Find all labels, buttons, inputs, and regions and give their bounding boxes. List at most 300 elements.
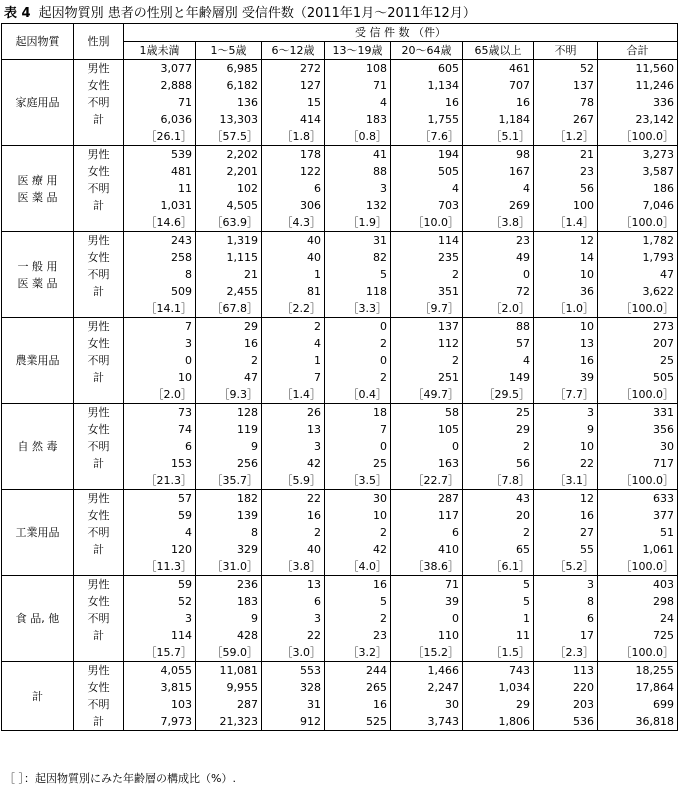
value-cell: 220: [534, 679, 598, 696]
value-cell: ［100.0］: [598, 472, 678, 490]
value-cell: 72: [463, 283, 534, 300]
value-cell: 108: [325, 60, 391, 78]
value-cell: ［31.0］: [196, 558, 262, 576]
table-row: [2, 335, 678, 352]
table-row: [2, 300, 678, 318]
source-label: 医 療 用 医 薬 品: [2, 146, 74, 232]
value-cell: 2: [463, 438, 534, 455]
value-cell: 2: [391, 266, 463, 283]
value-cell: 113: [534, 662, 598, 680]
value-cell: 2: [262, 318, 325, 336]
table-row: [2, 77, 678, 94]
sex-label: 男性: [74, 60, 124, 78]
value-cell: 269: [463, 197, 534, 214]
value-cell: 912: [262, 713, 325, 731]
sex-label: 男性: [74, 318, 124, 336]
value-cell: 0: [391, 610, 463, 627]
value-cell: 71: [124, 94, 196, 111]
value-cell: 167: [463, 163, 534, 180]
table-row: [2, 283, 678, 300]
value-cell: 539: [124, 146, 196, 164]
value-cell: 40: [262, 541, 325, 558]
sex-label: 計: [74, 541, 124, 558]
sex-label: [74, 300, 124, 318]
value-cell: 29: [463, 696, 534, 713]
value-cell: 0: [463, 266, 534, 283]
sex-label: 計: [74, 283, 124, 300]
value-cell: 536: [534, 713, 598, 731]
value-cell: 183: [325, 111, 391, 128]
value-cell: 6,036: [124, 111, 196, 128]
table-row: [2, 180, 678, 197]
table-row: [2, 576, 678, 594]
value-cell: 13: [262, 421, 325, 438]
value-cell: 699: [598, 696, 678, 713]
value-cell: ［49.7］: [391, 386, 463, 404]
value-cell: 2: [463, 524, 534, 541]
sex-label: 不明: [74, 524, 124, 541]
value-cell: ［6.1］: [463, 558, 534, 576]
value-cell: 236: [196, 576, 262, 594]
value-cell: ［1.9］: [325, 214, 391, 232]
sex-label: 女性: [74, 679, 124, 696]
value-cell: 36: [534, 283, 598, 300]
value-cell: 3: [124, 610, 196, 627]
column-header: 1歳未満: [124, 42, 196, 60]
value-cell: ［5.9］: [262, 472, 325, 490]
value-cell: 251: [391, 369, 463, 386]
table-row: [2, 318, 678, 336]
value-cell: 17,864: [598, 679, 678, 696]
value-cell: 4: [463, 352, 534, 369]
value-cell: 42: [325, 541, 391, 558]
value-cell: 0: [124, 352, 196, 369]
table-row: [2, 679, 678, 696]
value-cell: 56: [463, 455, 534, 472]
value-cell: 52: [124, 593, 196, 610]
value-cell: 2,202: [196, 146, 262, 164]
value-cell: 13: [534, 335, 598, 352]
table-row: [2, 249, 678, 266]
header-group: 受 信 件 数 （件）: [124, 24, 678, 42]
sex-label: 男性: [74, 232, 124, 250]
value-cell: 43: [463, 490, 534, 508]
value-cell: 39: [391, 593, 463, 610]
value-cell: 29: [463, 421, 534, 438]
source-label: 家庭用品: [2, 60, 74, 146]
value-cell: 112: [391, 335, 463, 352]
source-label: 計: [2, 662, 74, 731]
sex-label: [74, 128, 124, 146]
value-cell: 120: [124, 541, 196, 558]
value-cell: 183: [196, 593, 262, 610]
table-row: [2, 60, 678, 78]
sex-label: 不明: [74, 266, 124, 283]
value-cell: 235: [391, 249, 463, 266]
value-cell: 428: [196, 627, 262, 644]
value-cell: 4,055: [124, 662, 196, 680]
table-row: [2, 558, 678, 576]
value-cell: 98: [463, 146, 534, 164]
table-row: [2, 111, 678, 128]
value-cell: 707: [463, 77, 534, 94]
value-cell: ［4.0］: [325, 558, 391, 576]
value-cell: 256: [196, 455, 262, 472]
value-cell: 525: [325, 713, 391, 731]
value-cell: 4: [262, 335, 325, 352]
value-cell: 0: [391, 438, 463, 455]
value-cell: ［0.8］: [325, 128, 391, 146]
value-cell: 74: [124, 421, 196, 438]
table-row: [2, 421, 678, 438]
value-cell: 5: [463, 593, 534, 610]
value-cell: ［0.4］: [325, 386, 391, 404]
value-cell: 4,505: [196, 197, 262, 214]
sex-label: 男性: [74, 490, 124, 508]
value-cell: 47: [598, 266, 678, 283]
sex-label: 不明: [74, 438, 124, 455]
value-cell: 1,793: [598, 249, 678, 266]
value-cell: 243: [124, 232, 196, 250]
sex-label: 男性: [74, 146, 124, 164]
value-cell: 1,184: [463, 111, 534, 128]
value-cell: ［9.7］: [391, 300, 463, 318]
value-cell: 287: [196, 696, 262, 713]
value-cell: ［2.0］: [124, 386, 196, 404]
value-cell: 1,319: [196, 232, 262, 250]
value-cell: 23: [325, 627, 391, 644]
value-cell: 4: [391, 180, 463, 197]
value-cell: 509: [124, 283, 196, 300]
sex-label: 女性: [74, 77, 124, 94]
value-cell: ［4.3］: [262, 214, 325, 232]
value-cell: ［15.2］: [391, 644, 463, 662]
value-cell: 13: [262, 576, 325, 594]
source-label: 食 品, 他: [2, 576, 74, 662]
value-cell: ［5.2］: [534, 558, 598, 576]
table-row: [2, 455, 678, 472]
value-cell: 203: [534, 696, 598, 713]
value-cell: 298: [598, 593, 678, 610]
sex-label: 男性: [74, 576, 124, 594]
value-cell: 9: [534, 421, 598, 438]
value-cell: 717: [598, 455, 678, 472]
value-cell: 24: [598, 610, 678, 627]
value-cell: ［1.4］: [262, 386, 325, 404]
value-cell: 306: [262, 197, 325, 214]
value-cell: ［3.5］: [325, 472, 391, 490]
value-cell: 2: [196, 352, 262, 369]
sex-label: 女性: [74, 421, 124, 438]
table-row: [2, 627, 678, 644]
value-cell: 3,815: [124, 679, 196, 696]
value-cell: 65: [463, 541, 534, 558]
value-cell: 110: [391, 627, 463, 644]
value-cell: 122: [262, 163, 325, 180]
value-cell: 1,755: [391, 111, 463, 128]
table-row: [2, 610, 678, 627]
value-cell: 23: [463, 232, 534, 250]
sex-label: 不明: [74, 94, 124, 111]
value-cell: 403: [598, 576, 678, 594]
value-cell: ［2.2］: [262, 300, 325, 318]
value-cell: 329: [196, 541, 262, 558]
column-header: 6～12歳: [262, 42, 325, 60]
value-cell: 287: [391, 490, 463, 508]
value-cell: ［1.4］: [534, 214, 598, 232]
value-cell: ［5.1］: [463, 128, 534, 146]
value-cell: 9: [196, 610, 262, 627]
data-table: [1, 23, 678, 731]
value-cell: 16: [534, 352, 598, 369]
value-cell: 1: [262, 352, 325, 369]
value-cell: 481: [124, 163, 196, 180]
value-cell: ［3.8］: [262, 558, 325, 576]
value-cell: 16: [262, 507, 325, 524]
value-cell: 163: [391, 455, 463, 472]
value-cell: 377: [598, 507, 678, 524]
table-row: [2, 163, 678, 180]
value-cell: 118: [325, 283, 391, 300]
value-cell: ［63.9］: [196, 214, 262, 232]
value-cell: 8: [534, 593, 598, 610]
value-cell: 725: [598, 627, 678, 644]
value-cell: 39: [534, 369, 598, 386]
value-cell: 3,077: [124, 60, 196, 78]
value-cell: 1,061: [598, 541, 678, 558]
value-cell: 2,201: [196, 163, 262, 180]
value-cell: 0: [325, 352, 391, 369]
table-row: [2, 266, 678, 283]
value-cell: 6: [262, 180, 325, 197]
column-header: 1～5歳: [196, 42, 262, 60]
value-cell: 4: [463, 180, 534, 197]
value-cell: 743: [463, 662, 534, 680]
value-cell: ［1.2］: [534, 128, 598, 146]
value-cell: 272: [262, 60, 325, 78]
sex-label: 計: [74, 369, 124, 386]
value-cell: 17: [534, 627, 598, 644]
value-cell: ［57.5］: [196, 128, 262, 146]
value-cell: 6,985: [196, 60, 262, 78]
value-cell: 6,182: [196, 77, 262, 94]
value-cell: 1,031: [124, 197, 196, 214]
value-cell: 2,455: [196, 283, 262, 300]
value-cell: 1,115: [196, 249, 262, 266]
value-cell: 128: [196, 404, 262, 422]
value-cell: 73: [124, 404, 196, 422]
value-cell: 2: [325, 610, 391, 627]
value-cell: 51: [598, 524, 678, 541]
source-label: 自 然 毒: [2, 404, 74, 490]
sex-label: [74, 386, 124, 404]
value-cell: 2,888: [124, 77, 196, 94]
value-cell: 12: [534, 490, 598, 508]
value-cell: 3,273: [598, 146, 678, 164]
value-cell: 102: [196, 180, 262, 197]
value-cell: 6: [391, 524, 463, 541]
value-cell: 2: [262, 524, 325, 541]
value-cell: 1,806: [463, 713, 534, 731]
value-cell: 11,560: [598, 60, 678, 78]
table-row: [2, 214, 678, 232]
value-cell: 136: [196, 94, 262, 111]
value-cell: ［21.3］: [124, 472, 196, 490]
sex-label: 女性: [74, 593, 124, 610]
value-cell: ［100.0］: [598, 644, 678, 662]
source-label: 工業用品: [2, 490, 74, 576]
value-cell: 30: [598, 438, 678, 455]
value-cell: 258: [124, 249, 196, 266]
value-cell: 3,622: [598, 283, 678, 300]
value-cell: 11: [463, 627, 534, 644]
value-cell: 21: [534, 146, 598, 164]
value-cell: 7: [124, 318, 196, 336]
value-cell: 336: [598, 94, 678, 111]
value-cell: 7,046: [598, 197, 678, 214]
sex-label: [74, 214, 124, 232]
value-cell: ［7.7］: [534, 386, 598, 404]
value-cell: 186: [598, 180, 678, 197]
value-cell: ［22.7］: [391, 472, 463, 490]
value-cell: ［59.0］: [196, 644, 262, 662]
value-cell: ［3.8］: [463, 214, 534, 232]
value-cell: 351: [391, 283, 463, 300]
value-cell: 30: [391, 696, 463, 713]
header-sex: 性別: [74, 24, 124, 60]
value-cell: 244: [325, 662, 391, 680]
table-row: [2, 197, 678, 214]
value-cell: 3: [534, 576, 598, 594]
value-cell: 55: [534, 541, 598, 558]
sex-label: 計: [74, 455, 124, 472]
value-cell: 7: [325, 421, 391, 438]
column-header: 13～19歳: [325, 42, 391, 60]
column-header: 65歳以上: [463, 42, 534, 60]
value-cell: 265: [325, 679, 391, 696]
sex-label: [74, 644, 124, 662]
value-cell: 16: [325, 576, 391, 594]
sex-label: [74, 558, 124, 576]
header-source: 起因物質: [2, 24, 74, 60]
value-cell: 3: [325, 180, 391, 197]
value-cell: ［26.1］: [124, 128, 196, 146]
value-cell: 553: [262, 662, 325, 680]
value-cell: 47: [196, 369, 262, 386]
table-row: [2, 644, 678, 662]
value-cell: 3: [262, 610, 325, 627]
sex-label: 女性: [74, 335, 124, 352]
value-cell: 31: [262, 696, 325, 713]
table-row: [2, 146, 678, 164]
table-row: [2, 352, 678, 369]
value-cell: 20: [463, 507, 534, 524]
value-cell: 267: [534, 111, 598, 128]
value-cell: 10: [325, 507, 391, 524]
value-cell: 7: [262, 369, 325, 386]
table-row: [2, 369, 678, 386]
value-cell: 100: [534, 197, 598, 214]
value-cell: 103: [124, 696, 196, 713]
value-cell: ［1.5］: [463, 644, 534, 662]
value-cell: 9,955: [196, 679, 262, 696]
value-cell: 81: [262, 283, 325, 300]
value-cell: 7,973: [124, 713, 196, 731]
value-cell: 328: [262, 679, 325, 696]
value-cell: ［100.0］: [598, 386, 678, 404]
value-cell: 8: [124, 266, 196, 283]
sex-label: 計: [74, 111, 124, 128]
table-row: [2, 524, 678, 541]
value-cell: 57: [463, 335, 534, 352]
table-row: [2, 713, 678, 731]
value-cell: 1,034: [463, 679, 534, 696]
value-cell: 1: [262, 266, 325, 283]
value-cell: ［1.8］: [262, 128, 325, 146]
value-cell: 16: [325, 696, 391, 713]
value-cell: ［7.8］: [463, 472, 534, 490]
table-row: [2, 593, 678, 610]
table-caption: 起因物質別 患者の性別と年齢層別 受信件数（2011年1月～2011年12月）: [38, 6, 476, 21]
column-header: 合計: [598, 42, 678, 60]
value-cell: 40: [262, 232, 325, 250]
table-row: [2, 490, 678, 508]
value-cell: 10: [534, 266, 598, 283]
value-cell: 6: [262, 593, 325, 610]
value-cell: 1: [463, 610, 534, 627]
value-cell: ［9.3］: [196, 386, 262, 404]
value-cell: 414: [262, 111, 325, 128]
value-cell: 5: [325, 593, 391, 610]
table-row: [2, 232, 678, 250]
value-cell: 25: [463, 404, 534, 422]
value-cell: 127: [262, 77, 325, 94]
value-cell: 11: [124, 180, 196, 197]
value-cell: 22: [262, 627, 325, 644]
value-cell: ［35.7］: [196, 472, 262, 490]
sex-label: 計: [74, 197, 124, 214]
value-cell: 410: [391, 541, 463, 558]
value-cell: 18,255: [598, 662, 678, 680]
value-cell: 105: [391, 421, 463, 438]
value-cell: 23: [534, 163, 598, 180]
value-cell: 3: [262, 438, 325, 455]
value-cell: 11,246: [598, 77, 678, 94]
value-cell: 3: [124, 335, 196, 352]
value-cell: ［67.8］: [196, 300, 262, 318]
value-cell: 114: [391, 232, 463, 250]
table-title: [4, 2, 476, 21]
value-cell: ［3.1］: [534, 472, 598, 490]
value-cell: ［100.0］: [598, 300, 678, 318]
value-cell: 5: [325, 266, 391, 283]
value-cell: 22: [534, 455, 598, 472]
value-cell: 21: [196, 266, 262, 283]
value-cell: ［14.1］: [124, 300, 196, 318]
table-row: [2, 507, 678, 524]
value-cell: 21,323: [196, 713, 262, 731]
value-cell: ［38.6］: [391, 558, 463, 576]
value-cell: 4: [124, 524, 196, 541]
value-cell: 23,142: [598, 111, 678, 128]
value-cell: 1,466: [391, 662, 463, 680]
value-cell: 3,587: [598, 163, 678, 180]
value-cell: 30: [325, 490, 391, 508]
value-cell: 58: [391, 404, 463, 422]
value-cell: 3: [534, 404, 598, 422]
value-cell: 10: [124, 369, 196, 386]
value-cell: 194: [391, 146, 463, 164]
